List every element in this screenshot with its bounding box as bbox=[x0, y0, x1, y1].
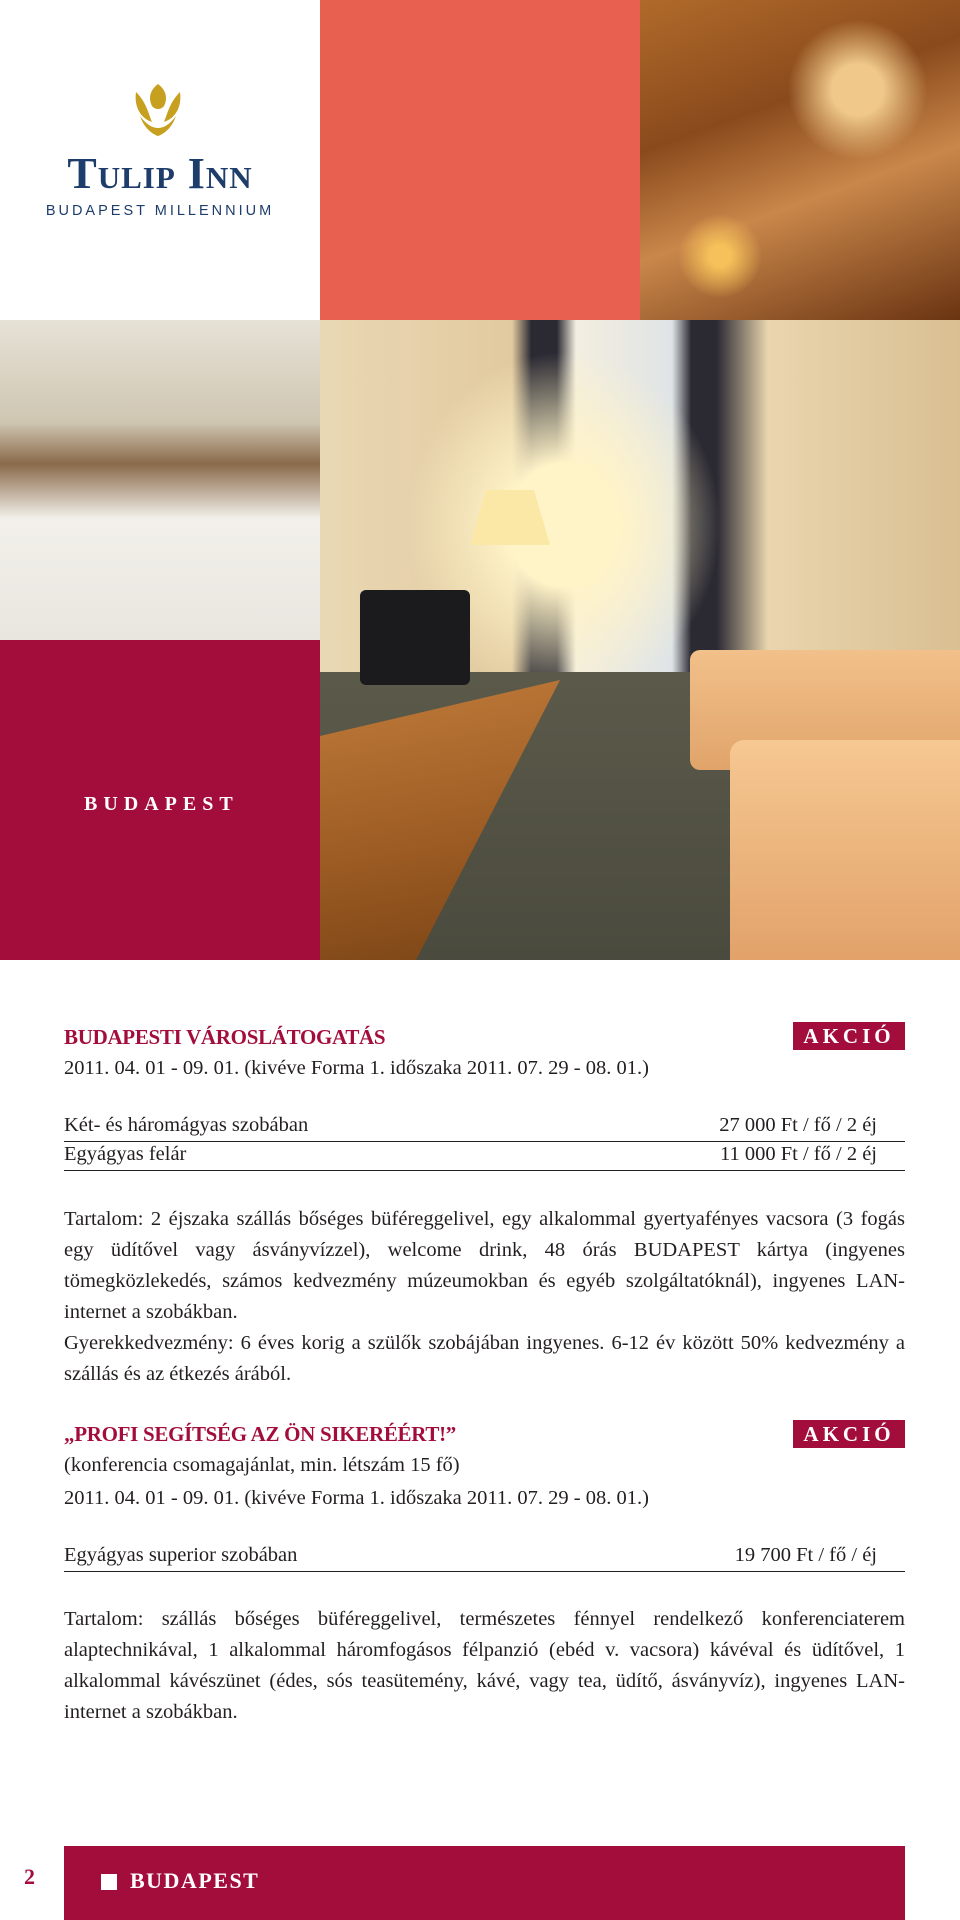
square-bullet-icon bbox=[101, 1874, 117, 1890]
offer2-dates: 2011. 04. 01 - 09. 01. (kivéve Forma 1. időszaka 2011. 07. 29 - 08. 01.) bbox=[64, 1487, 649, 1509]
footer-bar bbox=[64, 1846, 905, 1920]
city-label: BUDAPEST bbox=[84, 793, 239, 815]
offer1-price-row-1 bbox=[64, 1113, 905, 1142]
lamp-shade bbox=[470, 490, 550, 545]
offer1-title: BUDAPESTI VÁROSLÁTOGATÁS bbox=[64, 1025, 386, 1049]
price-value: 19 700 Ft / fő / éj bbox=[734, 1544, 877, 1566]
offer2-badge: AKCIÓ bbox=[793, 1420, 905, 1448]
offer2-price-row-1 bbox=[64, 1543, 905, 1572]
price-value: 11 000 Ft / fő / 2 éj bbox=[720, 1143, 877, 1165]
logo-panel bbox=[0, 0, 320, 320]
offer1-description: Tartalom: 2 éjszaka szállás bőséges büféreggelivel, egy alkalommal gyertyafényes vacsora (3 fogás egy üdítővel vagy ásványvízzel), welcome drink, 48 órás BUDAPEST kártya (ingyenes tömegközlekedés, számos kedvezmény múzeumokban és egyéb szolgáltatóknál), ingyenes LAN-internet a szobákban. bbox=[64, 1208, 905, 1323]
page-number: 2 bbox=[24, 1864, 35, 1889]
offer1-badge: AKCIÓ bbox=[793, 1022, 905, 1050]
brand-subtitle: BUDAPEST MILLENNIUM bbox=[45, 203, 275, 219]
offer2-description: Tartalom: szállás bőséges büféreggelivel, természetes fénnyel rendelkező konferenciaterem alaptechnikával, 1 alkalommal háromfogásos félpanzió (ebéd v. vacsora) kávéval és üdítővel, 1 alkalommal kávészünet (édes, sós teasütemény, kávé, vagy tea, üdítő, ásványvíz), ingyenes LAN-internet a szobákban. bbox=[64, 1608, 905, 1723]
offer1-dates: 2011. 04. 01 - 09. 01. (kivéve Forma 1. időszaka 2011. 07. 29 - 08. 01.) bbox=[64, 1057, 649, 1079]
price-label: Egyágyas felár bbox=[64, 1143, 187, 1165]
city-panel bbox=[0, 640, 320, 960]
brand-name: Tulip Inn bbox=[67, 149, 253, 198]
offer1-price-row-2 bbox=[64, 1142, 905, 1171]
offer2-subtitle: (konferencia csomagajánlat, min. létszám 15 fő) bbox=[64, 1454, 460, 1476]
coral-color-block bbox=[320, 0, 640, 320]
tv-set bbox=[360, 590, 470, 685]
offer1-children-discount: Gyerekkedvezmény: 6 éves korig a szülők szobájában ingyenes. 6-12 év között 50% kedvezmény a szállás és az étkezés árából. bbox=[64, 1332, 905, 1385]
bed-front bbox=[730, 740, 960, 960]
hotel-room-photo bbox=[320, 320, 960, 960]
price-label: Egyágyas superior szobában bbox=[64, 1544, 298, 1566]
restaurant-photo bbox=[0, 320, 320, 640]
price-value: 27 000 Ft / fő / 2 éj bbox=[719, 1114, 877, 1136]
tulip-logo-icon bbox=[128, 82, 188, 138]
offer2-title: „PROFI SEGÍTSÉG AZ ÖN SIKERÉÉRT!” bbox=[64, 1422, 456, 1446]
price-label: Két- és háromágyas szobában bbox=[64, 1114, 309, 1136]
sauna-photo bbox=[640, 0, 960, 320]
footer-section-label: BUDAPEST bbox=[130, 1868, 260, 1893]
